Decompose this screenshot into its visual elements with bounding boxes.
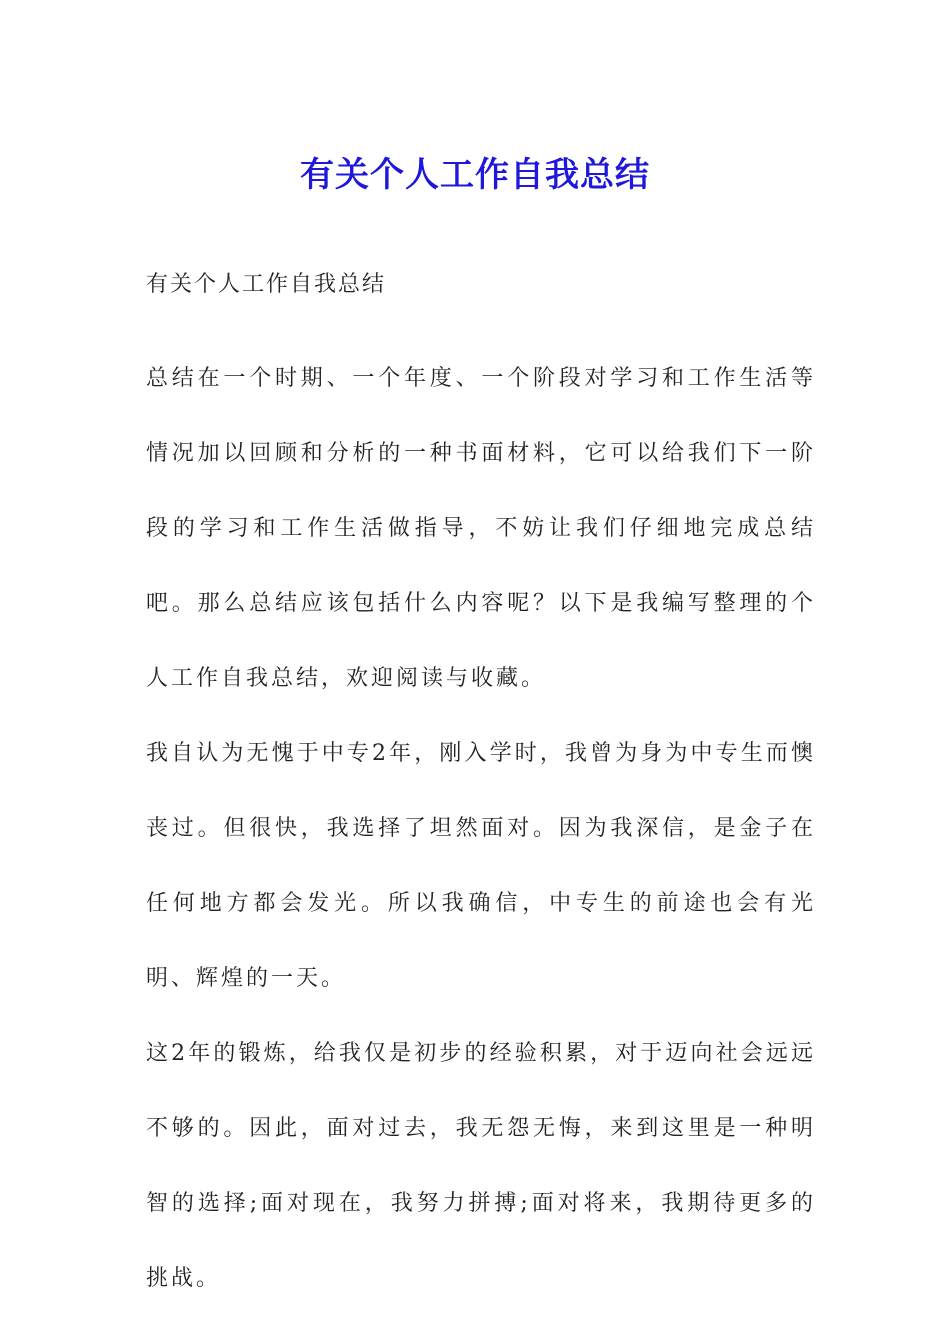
paragraph-intro: 总结在一个时期、一个年度、一个阶段对学习和工作生活等情况加以回顾和分析的一种书面材料，它可以给我们下一阶段的学习和工作生活做指导，不妨让我们仔细地完成总结吧。那么总结应该包括什么内容呢？以下是我编写整理的个人工作自我总结，欢迎阅读与收藏。 <box>146 366 816 691</box>
document-title: 有关个人工作自我总结 <box>300 154 650 195</box>
paragraph-self-assessment: 我自认为无愧于中专2年，刚入学时，我曾为身为中专生而懊丧过。但很快，我选择了坦然面对。因为我深信，是金子在任何地方都会发光。所以我确信，中专生的前途也会有光明、辉煌的一天。 <box>146 741 816 991</box>
paragraph-experience: 这2年的锻炼，给我仅是初步的经验积累，对于迈向社会远远不够的。因此，面对过去，我无怨无悔，来到这里是一种明智的选择;面对现在，我努力拼搏;面对将来，我期待更多的挑战。 <box>146 1041 816 1291</box>
document-body <box>146 266 816 1316</box>
document-subtitle: 有关个人工作自我总结 <box>146 272 387 297</box>
